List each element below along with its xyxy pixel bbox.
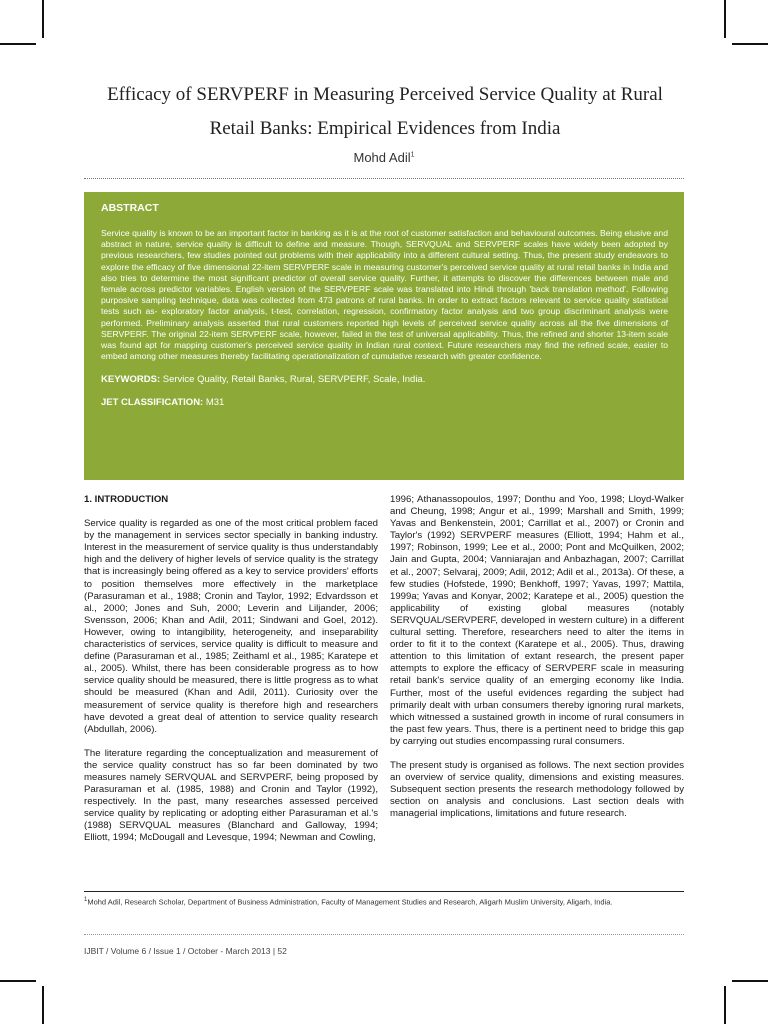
crop-mark: [724, 986, 726, 1024]
paper-title-line-2: Retail Banks: Empirical Evidences from India: [209, 118, 561, 139]
footnote-mark: 1: [84, 897, 88, 903]
author-name: Mohd Adil$^1$: [353, 150, 415, 165]
jet-code: M31: [205, 397, 225, 409]
crop-mark: [42, 0, 44, 38]
crop-mark: [732, 980, 768, 982]
abstract-body: Service quality is known to be an important factor in banking as it is at the root of customer satisfaction and behavioural outcomes. Being elusive and abstract in nature, service quality is difficult to define and measure. Though, SERVQUAL and SERVPERF scales have widely been adopted by previous researchers, few studies pointed out problems with their applicability into a different cultural setting. Thus, the present study endeavors to explore the efficacy of five dimensional 22-item SERVPERF scale in measuring customer's perceived service quality at rural retail banks in India and also tries to determine the most significant predictor of overall service quality. Further, it attempts to discover the differences between male and female across predictor variables. English version of the SERVPERF scale was translated into Hindi through 'back translation method'. Following purposive sampling technique, data was collected from 473 patrons of rural banks. In order to extract factors relevant to service quality statistical tests such as- exploratory factor analysis, t-test, correlation, regression, confirmatory factor analysis and two group discriminant analysis were performed. Preliminary analysis asserted that rural customers reported high levels of perceived service quality across all the five dimensions of SERVPERF. The original 22-item SERVPERF scale, however, failed in the test of universal applicability. Thus, the refined and shorter 13-item scale was found apt for mapping customer's perceived service quality in Indian rural context. Future researchers may find the refined scale, easier to embed among other measures thereby facilitating operationalization of cumulative research with greater confidence.: [101, 228, 668, 362]
paragraph: Service quality is regarded as one of the most critical problem faced by the management in services sector specially in banking industry. Interest in the measurement of service quality is thus understandably high and the delivery of higher levels of service quality is the strategy that is increasingly being offered as a key to service providers' efforts to position themselves more effectively in the marketplace (Parasuraman et al., 1988; Cronin and Taylor, 1992; Edvardsson et al., 2000; Jones and Suh, 2000; Leverin and Liljander, 2006; Svensson, 2006; Khan and Adil, 2011; Sindwani and Goel, 2012). However, owing to intangibility, heterogeneity, and inseparability characteristics of services, service quality is difficult to measure and define (Parasuraman et al., 1985; Zeithaml et al., 1985; Karatepe et al., 2005). Whilst, there has been considerable progress as to how service quality should be measured, there is little progress as to what should be measured (Khan and Adil, 2011). Curiosity over the measurement of service quality is therefore high and researchers have devoted a great deal of attention to service quality research (Abdullah, 2006).: [84, 518, 378, 735]
abstract-heading: ABSTRACT: [101, 202, 159, 214]
footnote: [84, 897, 684, 907]
paragraph: 1996; Athanassopoulos, 1997; Donthu and Yoo, 1998; Lloyd-Walker and Cheung, 1998; Angur et al., 1999; Marshall and Smith, 1999; Yavas and Benkenstein, 2001; Carrillat et al., 2007) or Cronin and Taylor's (1992) SERVPERF measures (Elliott, 1994; Hahm et al., 1997; Robinson, 1999; Lee et al., 2000; Pont and McQuilken, 2002; Jain and Gupta, 2004; Vanniarajan and Anbazhagan, 2007; Carrillat et al., 2007; Selvaraj, 2009; Adil, 2012; Adil et al., 2013a). Of these, a few studies (Hofstede, 1990; Benkhoff, 1997; Yavas, 1997; Mattila, 1999a; Yavas and Konyar, 2002; Karatepe et al., 2005) question the applicability of existing global measures (notably SERVQUAL/SERVPERF, developed in western culture) in a different cultural setting. Therefore, researchers need to alter the items in order to fit it to the context (Karatepe et al., 2005). Thus, drawing attention to this limitation of extant research, the present paper attempts to explore the efficacy of SERVPERF scale in measuring retail bank's service quality of an emerging economy like India. Further, most of the useful evidences regarding the subject had primarily dealt with urban consumers thereby ignoring rural markets, which witnessed a sustained growth in income of rural consumers in the past few years. Thus, there is a pertinent need to bridge this gap by carrying out studies encompassing rural consumers.: [390, 494, 684, 747]
paragraph: The literature regarding the conceptualization and measurement of the service quality construct has so far been dominated by two measures namely SERVQUAL and SERVPERF, being proposed by Parasuraman et al. (1985, 1988) and Cronin and Taylor (1992), respectively. In the past, many researches assessed perceived service quality by replicating or adopting either Parasuraman et al.'s (1988) SERVQUAL measures (Blanchard and Galloway, 1994; Elliott, 1994; McDougall and Levesque, 1994; Newman and Cowling,: [84, 747, 378, 844]
left-column: [84, 494, 378, 857]
crop-mark: [0, 43, 36, 45]
author-footnote-mark: 1: [410, 151, 415, 159]
abstract-box: [84, 192, 684, 480]
keywords-text: Service Quality, Retail Banks, Rural, SERVPERF, Scale, India.: [162, 374, 426, 386]
footnote-rule: [84, 891, 684, 892]
title-divider: [84, 178, 684, 179]
jet-classification-line: [101, 397, 668, 408]
jet-label: JET CLASSIFICATION:: [101, 397, 204, 409]
keywords-line: [101, 374, 668, 385]
keywords-label: KEYWORDS:: [101, 374, 161, 386]
paragraph: The present study is organised as follows. The next section provides an overview of service quality, dimensions and existing measures. Subsequent section presents the research methodology followed by section on analysis and conclusions. Last section deals with managerial implications, limitations and future research.: [390, 759, 684, 820]
footer-divider: [84, 934, 684, 935]
crop-mark: [732, 43, 768, 45]
crop-mark: [724, 0, 726, 38]
right-column: [390, 494, 684, 832]
paper-title-line-1: Efficacy of SERVPERF in Measuring Perceived Service Quality at Rural: [107, 84, 663, 105]
crop-mark: [42, 986, 44, 1024]
section-heading-introduction: 1. INTRODUCTION: [84, 494, 169, 505]
crop-mark: [0, 980, 36, 982]
page-footer: IJBIT / Volume 6 / Issue 1 / October - March 2013 | 52: [84, 946, 287, 956]
footnote-text: Mohd Adil, Research Scholar, Department of Business Administration, Faculty of Management Studies and Research, Aligarh Muslim University, Aligarh, India.: [87, 897, 613, 907]
